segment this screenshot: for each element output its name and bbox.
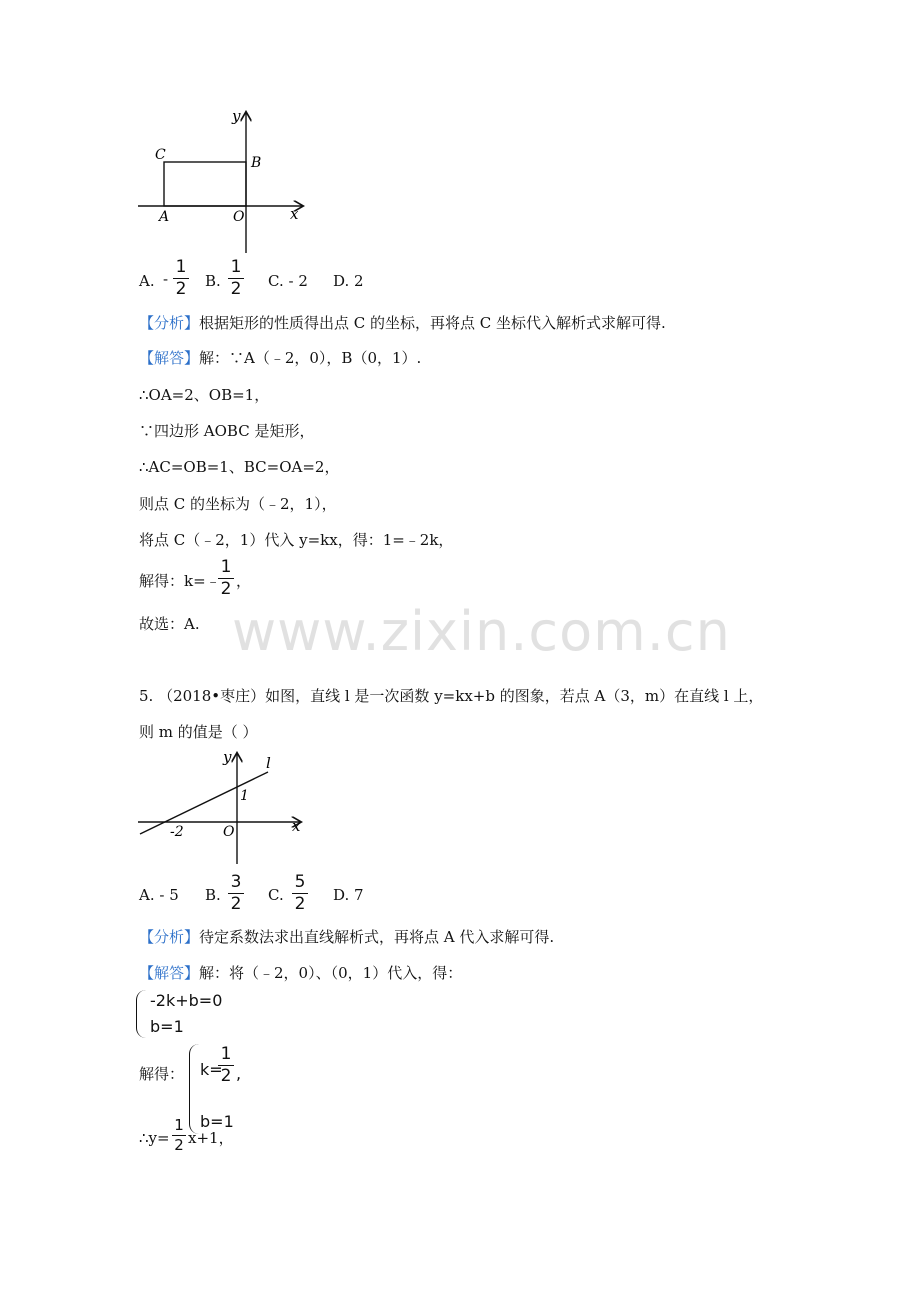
q5-choice-b-numerator: 3 [230, 872, 242, 892]
q4-solve-denominator: 2 [220, 579, 232, 599]
tick-1-label: 1 [240, 788, 249, 804]
y-axis-label: y [232, 107, 241, 125]
q4-final: 故选：A. [139, 615, 200, 633]
q5-result-prefix: ∴y= [139, 1129, 170, 1147]
q4-solve-fraction [218, 559, 234, 598]
system2-brace [189, 1044, 200, 1134]
origin-label: O [223, 824, 235, 840]
analysis-text: 待定系数法求出直线解析式，再将点 A 代入求解可得. [199, 928, 555, 946]
q5-choice-b-fraction [228, 874, 244, 913]
q5-analysis [139, 930, 554, 945]
system2-comma: , [236, 1064, 242, 1083]
point-b-label: B [251, 155, 262, 171]
q4-solve-suffix: ， [236, 572, 252, 590]
answer-text: 解：将（﹣2，0）、（0，1）代入，得： [199, 964, 463, 982]
q5-answer [139, 966, 462, 981]
choice-a-sign: - [163, 270, 169, 288]
q5-choice-b-denominator: 2 [230, 894, 242, 914]
analysis-text: 根据矩形的性质得出点 C 的坐标，再将点 C 坐标代入解析式求解可得. [199, 314, 666, 332]
system2-fraction [218, 1046, 234, 1085]
q5-result-numerator: 1 [174, 1116, 184, 1134]
choice-c: C. - 2 [268, 272, 308, 290]
q5-stem-line-2: 则 m 的值是（ ） [139, 723, 258, 741]
system2-denominator: 2 [220, 1066, 232, 1086]
analysis-tag: 【分析】 [139, 314, 200, 332]
choice-b-fraction [228, 259, 244, 298]
q5-choice-c-denominator: 2 [294, 894, 306, 914]
analysis-tag: 【分析】 [139, 928, 200, 946]
answer-text: 解：∵A（﹣2，0），B（0，1）. [199, 349, 422, 367]
q4-solve-prefix: 解得：k=﹣ [139, 572, 221, 590]
figure-rectangle-aobc [130, 105, 310, 260]
y-axis-label: y [223, 748, 232, 766]
choice-b-denominator: 2 [230, 279, 242, 299]
q5-choice-c-label: C. [268, 886, 284, 904]
tick-neg2-label: -2 [170, 824, 184, 840]
answer-tag: 【解答】 [139, 349, 200, 367]
q5-result-denominator: 2 [174, 1136, 184, 1154]
q4-line-2: ∵四边形 AOBC 是矩形， [139, 422, 315, 440]
q5-choice-b-label: B. [205, 886, 221, 904]
choice-d: D. 2 [333, 272, 364, 290]
rectangle [164, 162, 246, 206]
q5-solve-label: 解得： [139, 1065, 185, 1083]
origin-label: O [233, 209, 245, 225]
watermark: www.zixin.com.cn [232, 600, 731, 663]
system2-k: k= [200, 1060, 223, 1079]
line-l-label: l [266, 754, 271, 772]
q5-choice-c-fraction [292, 874, 308, 913]
q5-result-fraction [172, 1118, 186, 1153]
q4-line-5: 将点 C（﹣2，1）代入 y=kx，得：1=﹣2k， [139, 531, 454, 549]
point-c-label: C [155, 147, 166, 163]
q4-line-4: 则点 C 的坐标为（﹣2，1）， [139, 495, 337, 513]
q4-analysis [139, 316, 666, 331]
answer-tag: 【解答】 [139, 964, 200, 982]
q4-answer [139, 351, 421, 366]
q5-choice-a: A. - 5 [139, 886, 179, 904]
q5-stem-line-1: 5. （2018•枣庄）如图，直线 l 是一次函数 y=kx+b 的图象，若点 A（3，m）在直线 l 上， [139, 687, 764, 705]
choice-a-label: A. [139, 272, 155, 290]
q5-choice-c-numerator: 5 [294, 872, 306, 892]
q5-result-suffix: x+1， [188, 1129, 234, 1147]
q4-line-1: ∴OA=2、OB=1， [139, 386, 270, 404]
q4-solve-numerator: 1 [220, 557, 232, 577]
system1-brace [136, 990, 147, 1038]
point-a-label: A [159, 209, 170, 225]
q5-choice-d: D. 7 [333, 886, 364, 904]
x-axis-label: x [292, 817, 301, 835]
system1-eq1: -2k+b=0 [150, 991, 223, 1010]
choice-b-numerator: 1 [230, 257, 242, 277]
choice-a-fraction [173, 259, 189, 298]
system2-b: b=1 [200, 1112, 234, 1131]
q4-line-3: ∴AC=OB=1、BC=OA=2， [139, 458, 340, 476]
x-axis-label: x [290, 205, 299, 223]
choice-a-numerator: 1 [175, 257, 187, 277]
choice-a-denominator: 2 [175, 279, 187, 299]
choice-b-label: B. [205, 272, 221, 290]
system2-numerator: 1 [220, 1044, 232, 1064]
figure-line-l [130, 748, 310, 868]
system1-eq2: b=1 [150, 1017, 184, 1036]
